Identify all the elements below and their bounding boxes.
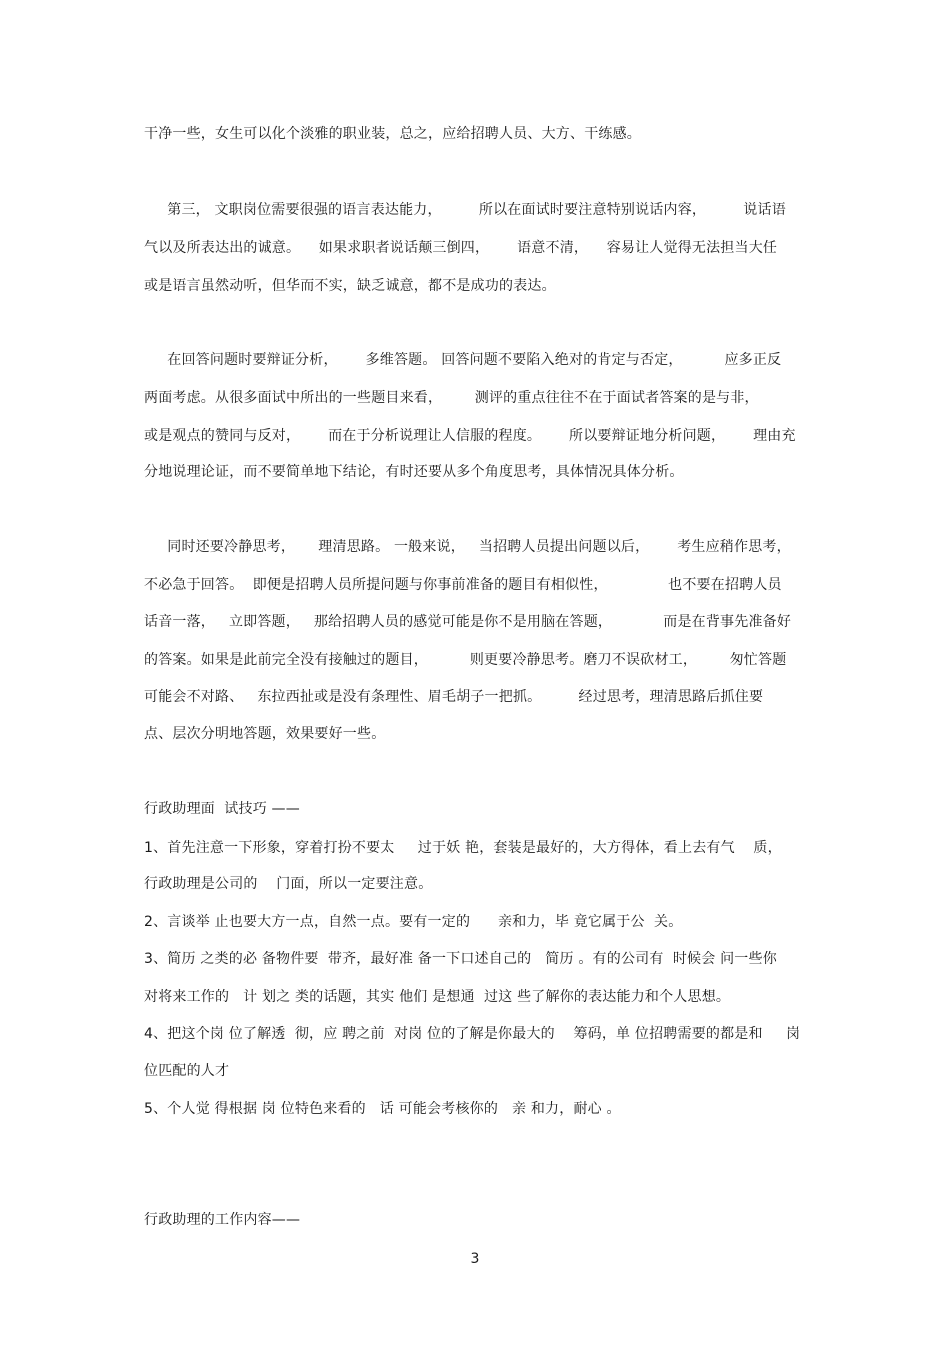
text-line: 不必急于回答。 即便是招聘人员所提问题与你事前准备的题目有相似性， 也不要在招聘人员 [144, 577, 782, 593]
text-line: 同时还要冷静思考， 理清思路。 一般来说， 当招聘人员提出问题以后， 考生应稍作思考， [144, 539, 791, 555]
text-line: 分地说理论证，而不要简单地下结论，有时还要从多个角度思考，具体情况具体分析。 [144, 464, 684, 480]
list-item: 4、把这个岗 位了解透 彻，应 聘之前 对岗 位的了解是你最大的 筹码，单 位招聘需要的都是和 岗 [144, 1026, 801, 1042]
text-line: 气以及所表达出的诚意。 如果求职者说话颠三倒四， 语意不清， 容易让人觉得无法担当大任 [144, 240, 778, 256]
text-line: 或是观点的赞同与反对， 而在于分析说理让人信服的程度。 所以要辩证地分析问题， 理由充 [144, 428, 796, 444]
list-item-continuation: 行政助理是公司的 门面，所以一定要注意。 [144, 876, 433, 892]
text-line: 点、层次分明地答题，效果要好一些。 [144, 726, 386, 742]
list-item: 5、个人觉 得根据 岗 位特色来看的 话 可能会考核你的 亲 和力，耐心 。 [144, 1101, 621, 1117]
section-heading: 行政助理面 试技巧 —— [144, 801, 300, 817]
section-heading: 行政助理的工作内容—— [144, 1212, 301, 1228]
text-line: 或是语言虽然动听，但华而不实，缺乏诚意，都不是成功的表达。 [144, 278, 556, 294]
text-line: 两面考虑。从很多面试中所出的一些题目来看， 测评的重点往往不在于面试者答案的是与非， [144, 390, 759, 406]
text-line: 在回答问题时要辩证分析， 多维答题。 回答问题不要陷入绝对的肯定与否定， 应多正反 [144, 352, 782, 368]
list-item-continuation: 对将来工作的 计 划之 类的话题，其实 他们 是想通 过这 些了解你的表达能力和个人思想。 [144, 989, 731, 1005]
list-item-continuation: 位匹配的人才 [144, 1063, 230, 1079]
list-item: 1、首先注意一下形象，穿着打扮不要太 过于妖 艳，套装是最好的，大方得体，看上去有气 质， [144, 840, 782, 856]
text-line: 可能会不对路、 东拉西扯或是没有条理性、眉毛胡子一把抓。 经过思考，理清思路后抓住要 [144, 689, 764, 705]
page-number: 3 [470, 1251, 480, 1267]
text-line: 第三， 文职岗位需要很强的语言表达能力， 所以在面试时要注意特别说话内容， 说话语 [144, 202, 786, 218]
list-item: 2、言谈举 止也要大方一点，自然一点。要有一定的 亲和力，毕 竟它属于公 关。 [144, 914, 683, 930]
text-line: 话音一落， 立即答题， 那给招聘人员的感觉可能是你不是用脑在答题， 而是在背事先准备好 [144, 614, 792, 630]
list-item: 3、简历 之类的必 备物件要 带齐，最好准 备一下口述自己的 简历 。有的公司有 时候会 问一些你 [144, 951, 777, 967]
text-line: 干净一些，女生可以化个淡雅的职业装，总之，应给招聘人员、大方、干练感。 [144, 126, 641, 142]
text-line: 的答案。如果是此前完全没有接触过的题目， 则更要冷静思考。磨刀不误砍材工， 匆忙答题 [144, 652, 787, 668]
